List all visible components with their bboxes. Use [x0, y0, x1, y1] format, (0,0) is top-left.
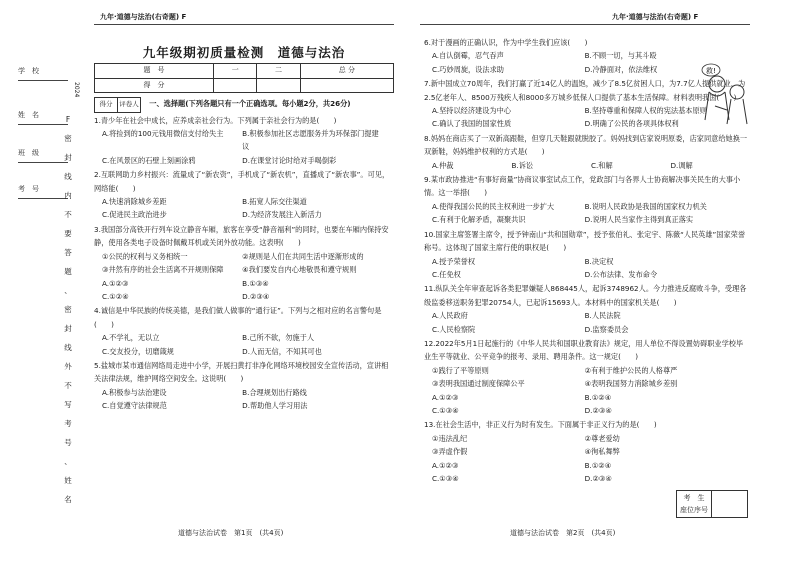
answer-option[interactable]: B.积极参加社区志愿服务并为环保部门提建议 — [242, 129, 379, 152]
binding-char: 题 — [64, 267, 72, 276]
answer-option[interactable]: C.①③④ — [432, 474, 459, 483]
answer-option[interactable]: B.己所不欲，勿施于人 — [242, 333, 315, 343]
score-table-cell: 总 分 — [300, 64, 393, 78]
binding-char: 、 — [64, 286, 72, 295]
answer-option[interactable]: C.在风景区的石壁上刻画涂鸦 — [102, 155, 196, 165]
question-stem: 2.互联网助力乡村振兴：流量成了“新农资”，手机成了“新农机”，直播成了“新农事”。可见，网络能( ) — [94, 170, 390, 193]
answer-option[interactable]: D.帮助他人学习用法 — [242, 401, 308, 411]
statement-item: ③表明我国通过制度保障公平 — [432, 379, 525, 389]
answer-option[interactable]: C.①③④ — [432, 405, 459, 415]
exam-no-field[interactable]: 考 号 — [18, 185, 39, 193]
answer-option[interactable]: B.坚持尊重和保障人权的宪法基本原则 — [584, 106, 707, 116]
answer-option[interactable]: C.任免权 — [432, 269, 461, 279]
answer-option[interactable]: D.明确了公民的各项具体权利 — [584, 119, 679, 129]
binding-char: 密 — [64, 305, 72, 314]
page-header-left: 九年·道德与法治(右奇题) F — [100, 13, 187, 21]
answer-option[interactable]: A.快速消除城乡差距 — [102, 197, 167, 207]
answer-option[interactable]: C.和解 — [591, 160, 613, 170]
footer-right: 道德与法治试卷 第2页 (共4页) — [510, 529, 616, 537]
section-heading: 一、选择题(下列各题只有一个正确选项。每小题2分，共26分) — [149, 99, 351, 109]
statement-item: ①违法乱纪 — [432, 433, 468, 443]
answer-option[interactable]: A.①②③ — [432, 392, 459, 402]
answer-option[interactable]: D.②③④ — [584, 474, 612, 483]
class-field[interactable]: 班 级 — [18, 149, 39, 157]
header-divider — [94, 24, 394, 25]
seat-number-label: 考 生 座位序号 — [677, 491, 712, 517]
question-stem: 10.国家主席签署主席令，授予钟南山“共和国勋章”，授予张伯礼、张定宇、陈薇“人民英雄”国家荣誉称号。这体现了国家主席行使的职权是( ) — [424, 229, 746, 253]
binding-char: 封 — [64, 153, 72, 162]
school-field[interactable]: 学 校 — [18, 67, 39, 75]
answer-option[interactable]: A.①②③ — [102, 278, 129, 288]
answer-option[interactable]: B.合理规划出行路线 — [242, 387, 307, 397]
answer-option[interactable]: C.有利于化解矛盾，凝聚共识 — [432, 215, 526, 225]
question-stem: 5.盐城市某市通信网络局走进中小学，开展扫黄打非净化网络环境校园安全宣传活动，宣讲相关法律法规，维护网络空间安全。这说明( ) — [94, 360, 389, 384]
class-line — [18, 162, 68, 163]
statement-item: ④表明我国努力消除城乡差别 — [584, 379, 678, 389]
answer-option[interactable]: C.确认了我国的国家性质 — [432, 119, 512, 129]
statement-item: ④徇私舞弊 — [584, 447, 620, 457]
binding-char: 线 — [64, 343, 72, 352]
answer-option[interactable]: A.自认倒霉，忍气吞声 — [432, 51, 504, 61]
binding-vertical-text — [62, 110, 74, 509]
answer-option[interactable]: D.在课堂讨论时给对手喝倒彩 — [242, 155, 337, 165]
binding-char: 要 — [64, 229, 72, 238]
score-table-cell[interactable] — [214, 78, 257, 92]
question-stem: 8.妈妈在商店买了一双新高跟鞋，但穿几天鞋跟就脱胶了。妈妈找到店家说明原委，店家同意给她换一双新鞋，妈妈维护权利的方式是( ) — [424, 133, 748, 157]
answer-option[interactable]: B.①②④ — [584, 460, 612, 470]
answer-option[interactable]: B.①②④ — [584, 392, 612, 402]
answer-option[interactable]: A.授予荣誉权 — [432, 256, 476, 266]
question-stem: 13.在社会生活中，非正义行为时有发生。下面属于非正义行为的是( ) — [424, 420, 657, 430]
statement-item: ①践行了平等原则 — [432, 365, 489, 375]
answer-option[interactable]: A.人民政府 — [432, 311, 468, 321]
binding-char: 内 — [64, 191, 72, 200]
grader-label: 评卷人 — [119, 100, 139, 109]
question-stem: 9.某市政协推进“有事好商量”协商议事室试点工作，党政部门与各界人士协商解决事关民生的大事小情。这一举措( ) — [424, 175, 741, 198]
binding-char: 号 — [64, 438, 72, 447]
answer-option[interactable]: B.人民法院 — [584, 311, 621, 321]
answer-option[interactable]: D.②③④ — [584, 405, 612, 415]
answer-option[interactable]: D.公布法律、发布命令 — [584, 269, 658, 279]
binding-char: 姓 — [64, 476, 72, 485]
page-left — [94, 28, 394, 413]
name-field[interactable]: 姓 名 — [18, 111, 39, 119]
answer-option[interactable]: A.①②③ — [432, 460, 459, 470]
statement-item: ②尊老爱幼 — [584, 433, 620, 443]
question-stem: 11.纵队关全年审查起诉各类犯罪嫌疑人868445人，起诉3748962人。今力推进反腐败斗争，受理各级监委移送职务犯罪20754人，已起诉15693人。本材料中的国家机关是( ) — [424, 284, 747, 307]
grader-box — [94, 97, 141, 112]
answer-option[interactable]: B.拓宽人际交往渠道 — [242, 197, 307, 207]
answer-option[interactable]: A.仲裁 — [432, 160, 454, 170]
binding-char: 封 — [64, 324, 72, 333]
score-table-cell[interactable] — [257, 78, 300, 92]
answer-option[interactable]: A.将捡到的100元钱用微信支付给失主 — [102, 129, 224, 139]
answer-option[interactable]: B.①③④ — [242, 278, 269, 288]
binding-char: 外 — [64, 362, 72, 371]
question-stem: 4.诚信是中华民族的传统美德，是我们做人做事的“通行证”。下列与之相对应的名言警句是( ) — [94, 306, 382, 329]
score-table-cell: 二 — [257, 64, 300, 78]
answer-option[interactable]: D.为经济发展注入新活力 — [242, 210, 322, 220]
answer-option[interactable]: B.不顾一切，与其斗殴 — [584, 51, 657, 61]
answer-option[interactable]: D.人而无信，不知其可也 — [242, 346, 322, 356]
page-header-right: 九年·道德与法治(右奇题) F — [612, 13, 699, 21]
score-table — [94, 63, 394, 93]
answer-option[interactable]: C.交友投分，切磨箴规 — [102, 346, 174, 356]
school-line — [18, 80, 68, 81]
answer-option[interactable]: A.不学礼，无以立 — [102, 333, 160, 343]
answer-option[interactable]: C.自觉遵守法律规范 — [102, 401, 167, 411]
answer-option[interactable]: C.人民检察院 — [432, 324, 476, 334]
statement-item: ③弄虚作假 — [432, 447, 468, 457]
exam-title: 九年级期初质量检测 道德与法治 — [142, 45, 346, 60]
answer-option[interactable]: C.促进民主政治进步 — [102, 210, 167, 220]
question-stem: 3.我国部分高铁开行列车设立静音车厢，旅客在享受“静音福利”的同时，也要在车厢内保持安静，使用各类电子设备时佩戴耳机或关闭外放功能。这表明( ) — [94, 224, 389, 248]
answer-option[interactable]: A.使得我国公民的民主权利进一步扩大 — [432, 201, 555, 211]
score-table-cell[interactable] — [300, 78, 393, 92]
score-table-cell: 一 — [214, 64, 257, 78]
grader-score-label: 得分 — [95, 98, 118, 111]
footer-left: 道德与法治试卷 第1页 (共4页) — [178, 529, 284, 537]
binding-char: 写 — [64, 400, 72, 409]
question-list-left — [94, 114, 394, 413]
score-table-cell: 题 号 — [95, 64, 214, 78]
answer-option[interactable]: D.冷静面对，依法维权 — [584, 64, 658, 74]
question-stem: 7.新中国成立70周年，我们打赢了近14亿人的温饱，减少了8.5亿贫困人口，为7.7亿人提供就业，为2.5亿老年人、8500万残疾人和8000多万城乡低保人口提供了基本生活保障。材料表明我国( ) — [424, 79, 746, 102]
statement-item: ④我们要发自内心地敬畏和遵守规则 — [242, 265, 357, 275]
answer-option[interactable]: C.巧妙周旋，设法求助 — [432, 64, 504, 74]
question-stem: 1.青少年在社会中成长，应养成亲社会行为。下列属于亲社会行为的是( ) — [94, 115, 337, 125]
binding-char: 名 — [64, 495, 72, 504]
answer-option[interactable]: D.监察委员会 — [584, 324, 629, 334]
answer-option[interactable]: D.②③④ — [242, 291, 270, 301]
header-divider — [420, 24, 750, 25]
binding-char: 、 — [64, 457, 72, 466]
binding-char: 密 — [64, 134, 72, 143]
answer-option[interactable]: D.说明人民当家作主得到真正落实 — [584, 215, 694, 225]
question-stem: 12.2022年5月1日起施行的《中华人民共和国职业教育法》规定，用人单位不得设置妨碍职业学校毕业生平等就业、公平竞争的报考、录用、聘用条件。这一规定( ) — [424, 338, 744, 362]
binding-char: F — [65, 115, 71, 124]
answer-option[interactable]: B.说明人民政协是我国的国家权力机关 — [584, 201, 707, 211]
binding-char: 考 — [64, 419, 72, 428]
answer-option[interactable]: C.①②④ — [102, 291, 129, 301]
binding-char: 不 — [64, 381, 72, 390]
statement-item: ①公民的权利与义务相统一 — [102, 251, 188, 261]
binding-char: 线 — [64, 172, 72, 181]
answer-option[interactable]: D.调解 — [670, 160, 693, 170]
statement-item: ②规则是人们在共同生活中逐渐形成的 — [242, 251, 364, 261]
name-line — [18, 124, 68, 125]
exam-no-line — [18, 198, 68, 199]
question-stem: 6.对于漫画的正确认识，作为中学生我们应该( ) — [424, 38, 588, 47]
statement-item: ②有利于维护公民的人格尊严 — [584, 365, 678, 375]
binding-char: 不 — [64, 210, 72, 219]
binding-char: 答 — [64, 248, 72, 257]
answer-option[interactable]: A.坚持以经济建设为中心 — [432, 106, 511, 116]
answer-option[interactable]: B.决定权 — [584, 256, 614, 266]
cartoon-illustration — [697, 62, 753, 126]
score-table-cell: 得 分 — [95, 78, 214, 92]
cartoon-caption: 救! — [706, 67, 716, 75]
answer-option[interactable]: B.诉讼 — [511, 160, 534, 170]
seat-number-box[interactable] — [676, 490, 748, 518]
binding-year: 2024 — [73, 82, 80, 98]
answer-option[interactable]: A.积极参与法治建设 — [102, 387, 167, 397]
statement-item: ③井然有序的社会生活离不开规则保障 — [102, 265, 224, 275]
